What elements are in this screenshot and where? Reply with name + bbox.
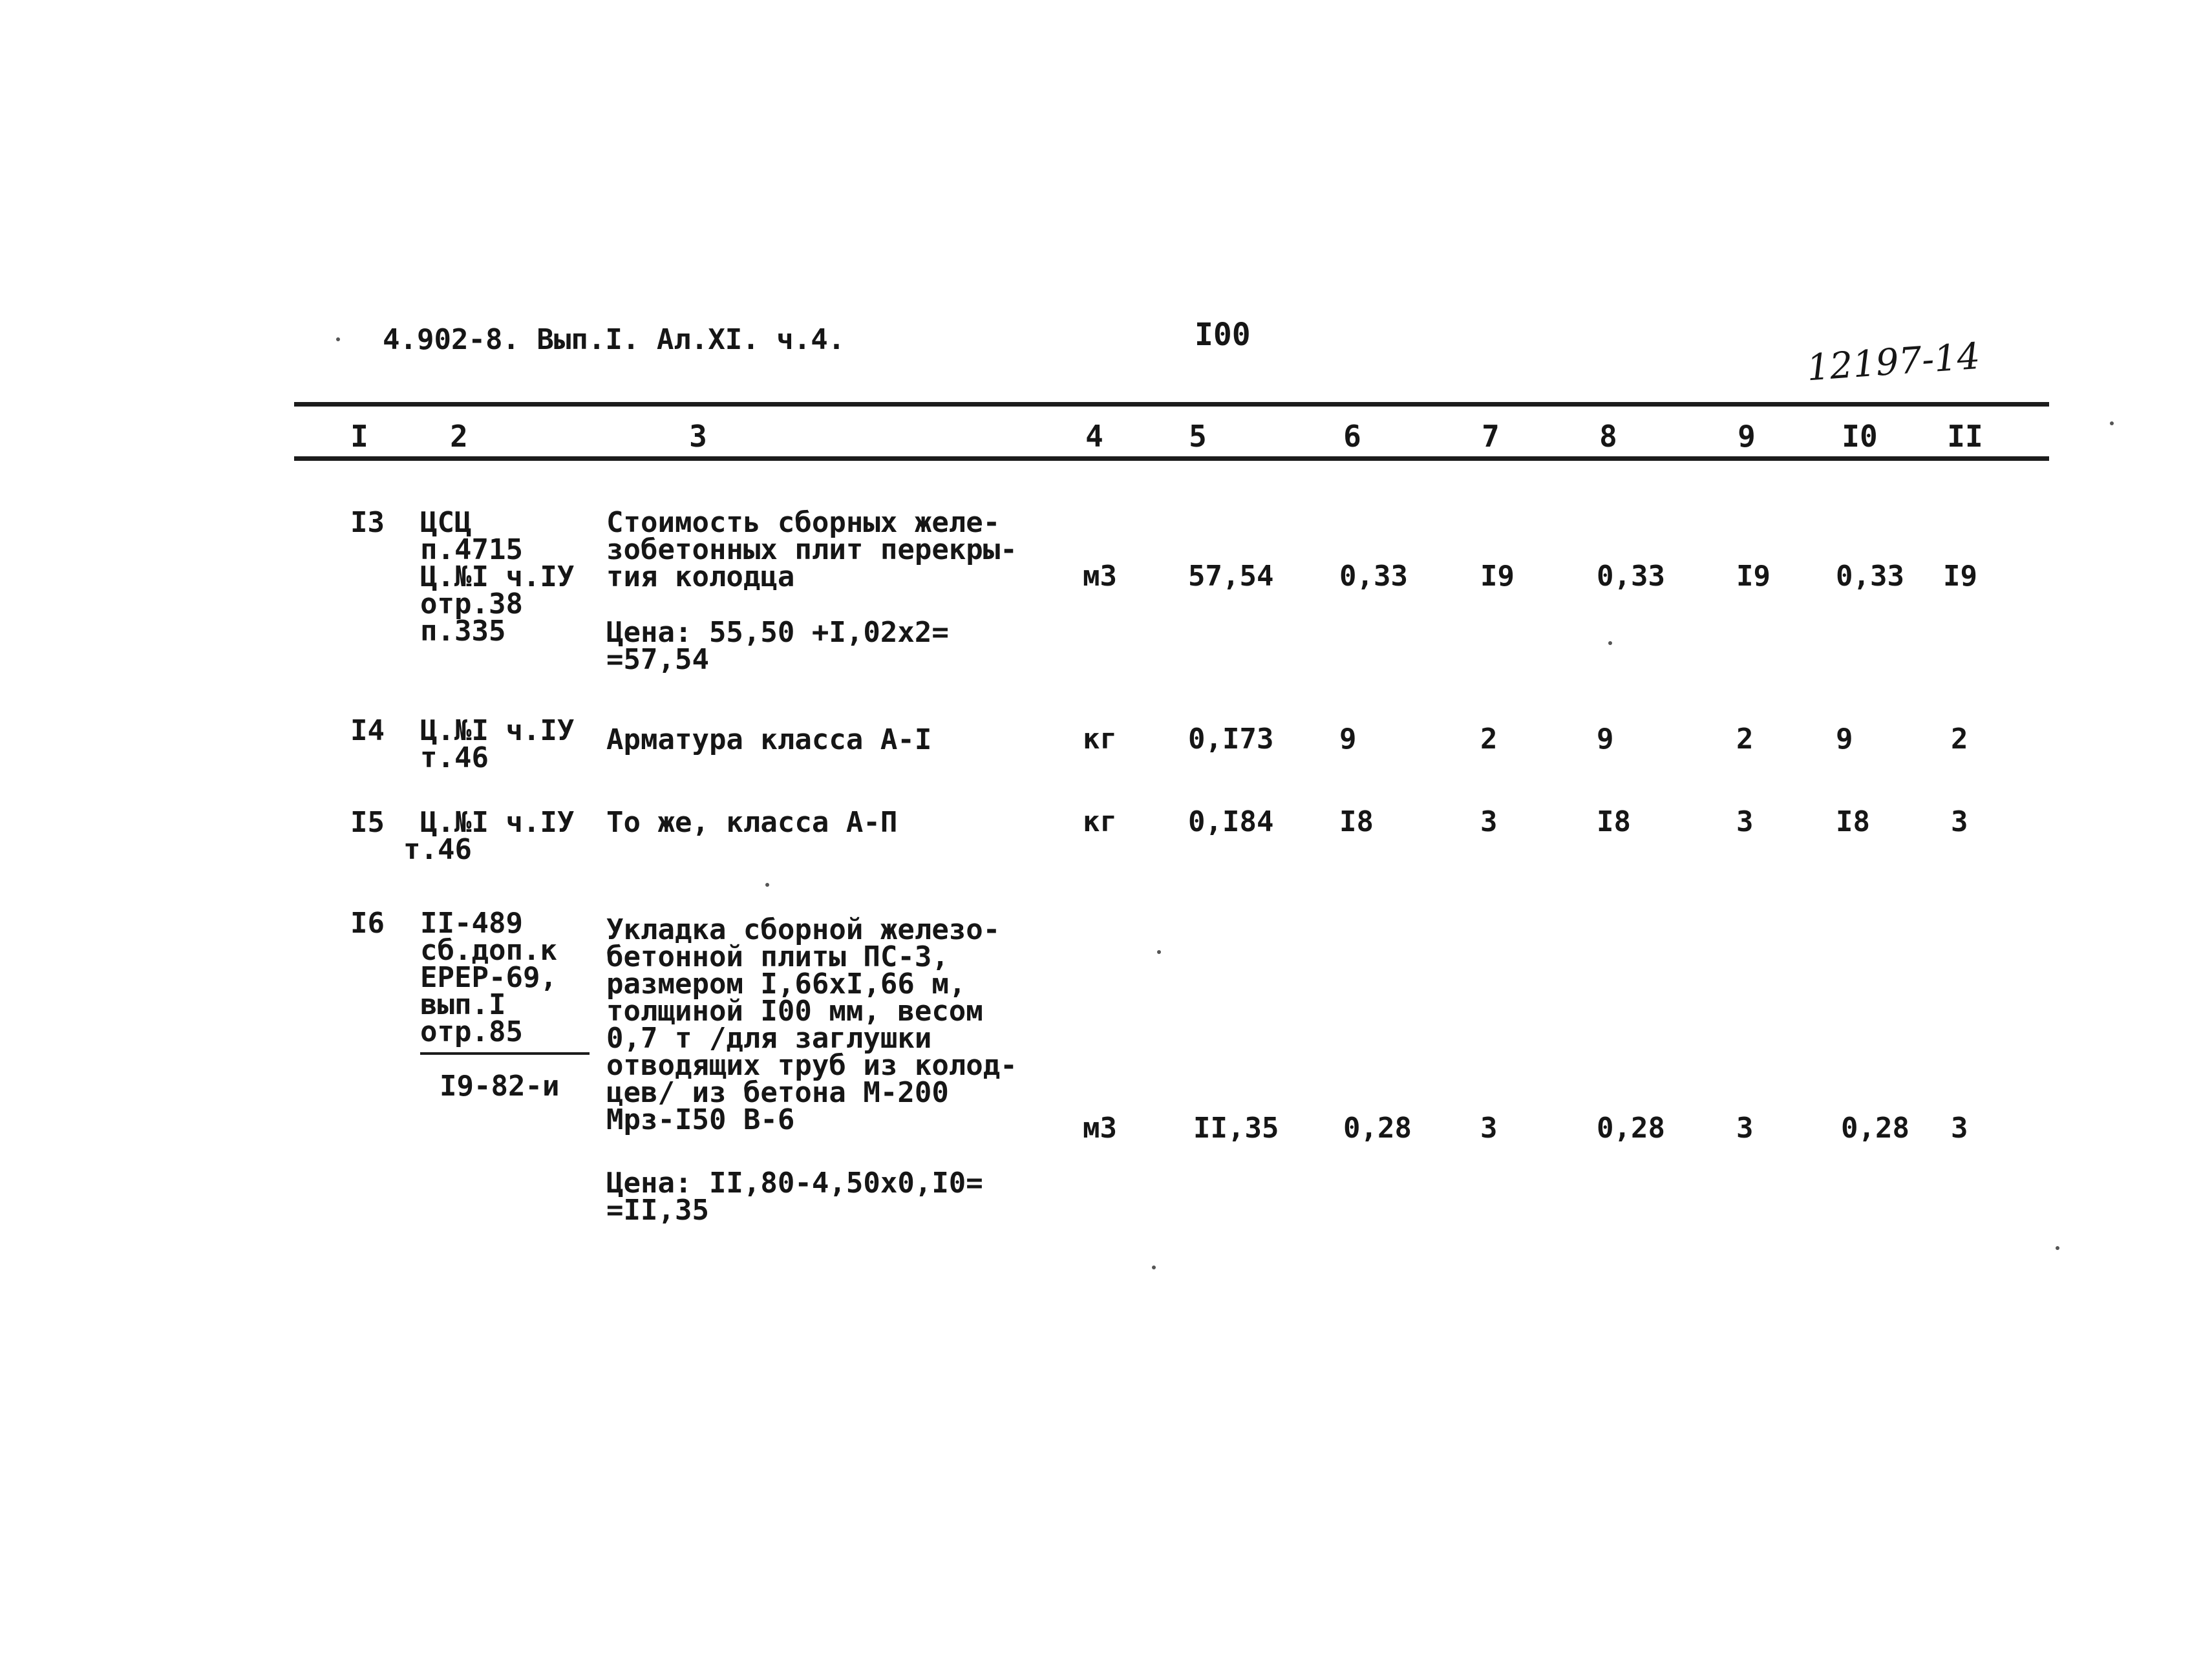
col11-cell: I9 [1943, 560, 1977, 593]
scan-speck [1157, 950, 1161, 954]
column-number-3: 3 [689, 419, 707, 454]
scan-speck [1152, 1266, 1156, 1269]
reference-line: Ц.№I ч.IУ [420, 714, 575, 747]
col9-cell: 3 [1736, 1112, 1754, 1145]
reference-line: Ц.№I ч.IУ [420, 806, 575, 839]
description-line: То же, класса А-П [606, 806, 898, 839]
col10-cell: 0,33 [1836, 560, 1904, 593]
scan-speck [1608, 641, 1612, 645]
description-cell [606, 806, 898, 839]
reference-line: т.46 [420, 741, 489, 774]
col5-cell: 0,I73 [1188, 723, 1274, 756]
reference-cell [403, 806, 575, 866]
col8-cell: 9 [1597, 723, 1614, 756]
description-line: размером I,66xI,66 м, [606, 968, 966, 1001]
col6-cell: I8 [1339, 805, 1374, 838]
col11-cell: 3 [1951, 1112, 1968, 1145]
col7-cell: I9 [1480, 560, 1515, 593]
reference-line: II-489 [420, 907, 523, 940]
reference-extra: I9-82-и [440, 1070, 560, 1103]
col10-cell: 0,28 [1841, 1112, 1909, 1145]
reference-cell [420, 714, 575, 774]
col11-cell: 3 [1951, 805, 1968, 838]
description-line: зобетонных плит перекры- [606, 533, 1017, 566]
price-line: Цена: 55,50 +I,02x2= [606, 616, 949, 649]
description-line: отводящих труб из колод- [606, 1049, 1017, 1082]
col5-cell: 0,I84 [1188, 805, 1274, 838]
handwritten-inventory-number: 12197-14 [1805, 335, 1982, 390]
scan-speck [2056, 1246, 2059, 1250]
col8-cell: 0,33 [1597, 560, 1665, 593]
column-number-9: 9 [1738, 419, 1756, 454]
description-cell [606, 913, 1017, 1136]
col9-cell: I9 [1736, 560, 1771, 593]
row-number: I5 [350, 806, 385, 839]
column-number-5: 5 [1189, 419, 1207, 454]
col8-cell: I8 [1597, 805, 1631, 838]
price-line: =57,54 [606, 643, 709, 676]
unit-cell: кг [1083, 723, 1117, 756]
description-line: тия колодца [606, 560, 795, 593]
reference-line: отр.38 [420, 588, 523, 620]
reference-line: п.4715 [420, 533, 523, 566]
scan-speck [336, 337, 340, 341]
scan-speck [2110, 421, 2114, 425]
column-number-11: II [1947, 419, 1983, 454]
description-line: бетонной плиты ПС-3, [606, 940, 949, 973]
unit-cell: м3 [1083, 1112, 1117, 1145]
price-calculation [606, 616, 949, 676]
reference-line: п.335 [420, 615, 506, 648]
col10-cell: 9 [1836, 723, 1853, 756]
col7-cell: 3 [1480, 1112, 1498, 1145]
description-line: Мрз-I50 В-6 [606, 1103, 795, 1136]
row-number: I6 [350, 907, 385, 940]
reference-line: ЕРЕР-69, [420, 961, 557, 994]
column-number-8: 8 [1599, 419, 1617, 454]
reference-cell [420, 907, 557, 1048]
reference-line: отр.85 [420, 1015, 523, 1048]
description-line: толщиной I00 мм, весом [606, 995, 983, 1028]
reference-line: т.46 [403, 833, 472, 866]
reference-line: ЦСЦ [420, 506, 472, 539]
description-line: Арматура класса А-I [606, 723, 932, 756]
col11-cell: 2 [1951, 723, 1968, 756]
document-reference: 4.902-8. Вып.I. Ал.XI. ч.4. [383, 323, 845, 356]
column-number-6: 6 [1343, 419, 1361, 454]
price-calculation [606, 1167, 983, 1227]
column-number-10: I0 [1842, 419, 1878, 454]
description-line: Укладка сборной железо- [606, 913, 1001, 946]
col7-cell: 2 [1480, 723, 1498, 756]
col5-cell: 57,54 [1188, 560, 1274, 593]
column-number-2: 2 [450, 419, 468, 454]
page-number: I00 [1195, 317, 1251, 353]
unit-cell: кг [1083, 805, 1117, 838]
scan-speck [765, 883, 769, 887]
col6-cell: 0,33 [1339, 560, 1408, 593]
col10-cell: I8 [1836, 805, 1870, 838]
description-cell [606, 723, 932, 756]
reference-divider [420, 1052, 590, 1055]
price-line: =II,35 [606, 1194, 709, 1227]
row-number: I4 [350, 714, 385, 747]
col8-cell: 0,28 [1597, 1112, 1665, 1145]
reference-line: Ц.№I ч.IУ [420, 560, 575, 593]
col9-cell: 3 [1736, 805, 1754, 838]
col9-cell: 2 [1736, 723, 1754, 756]
column-number-1: I [350, 419, 368, 454]
col6-cell: 9 [1339, 723, 1357, 756]
row-number: I3 [350, 506, 385, 539]
column-number-7: 7 [1482, 419, 1500, 454]
column-number-4: 4 [1085, 419, 1103, 454]
price-line: Цена: II,80-4,50x0,I0= [606, 1167, 983, 1200]
description-cell [606, 506, 1017, 593]
description-line: цев/ из бетона М-200 [606, 1076, 949, 1109]
col7-cell: 3 [1480, 805, 1498, 838]
col5-cell: II,35 [1193, 1112, 1279, 1145]
reference-line: вып.I [420, 988, 506, 1021]
unit-cell: м3 [1083, 560, 1117, 593]
reference-line: сб.доп.к [420, 934, 557, 967]
table-top-rule [294, 402, 2049, 407]
description-line: 0,7 т /для заглушки [606, 1022, 932, 1055]
col6-cell: 0,28 [1343, 1112, 1412, 1145]
description-line: Стоимость сборных желе- [606, 506, 1001, 539]
table-header-rule [294, 456, 2049, 461]
reference-cell [420, 506, 575, 648]
